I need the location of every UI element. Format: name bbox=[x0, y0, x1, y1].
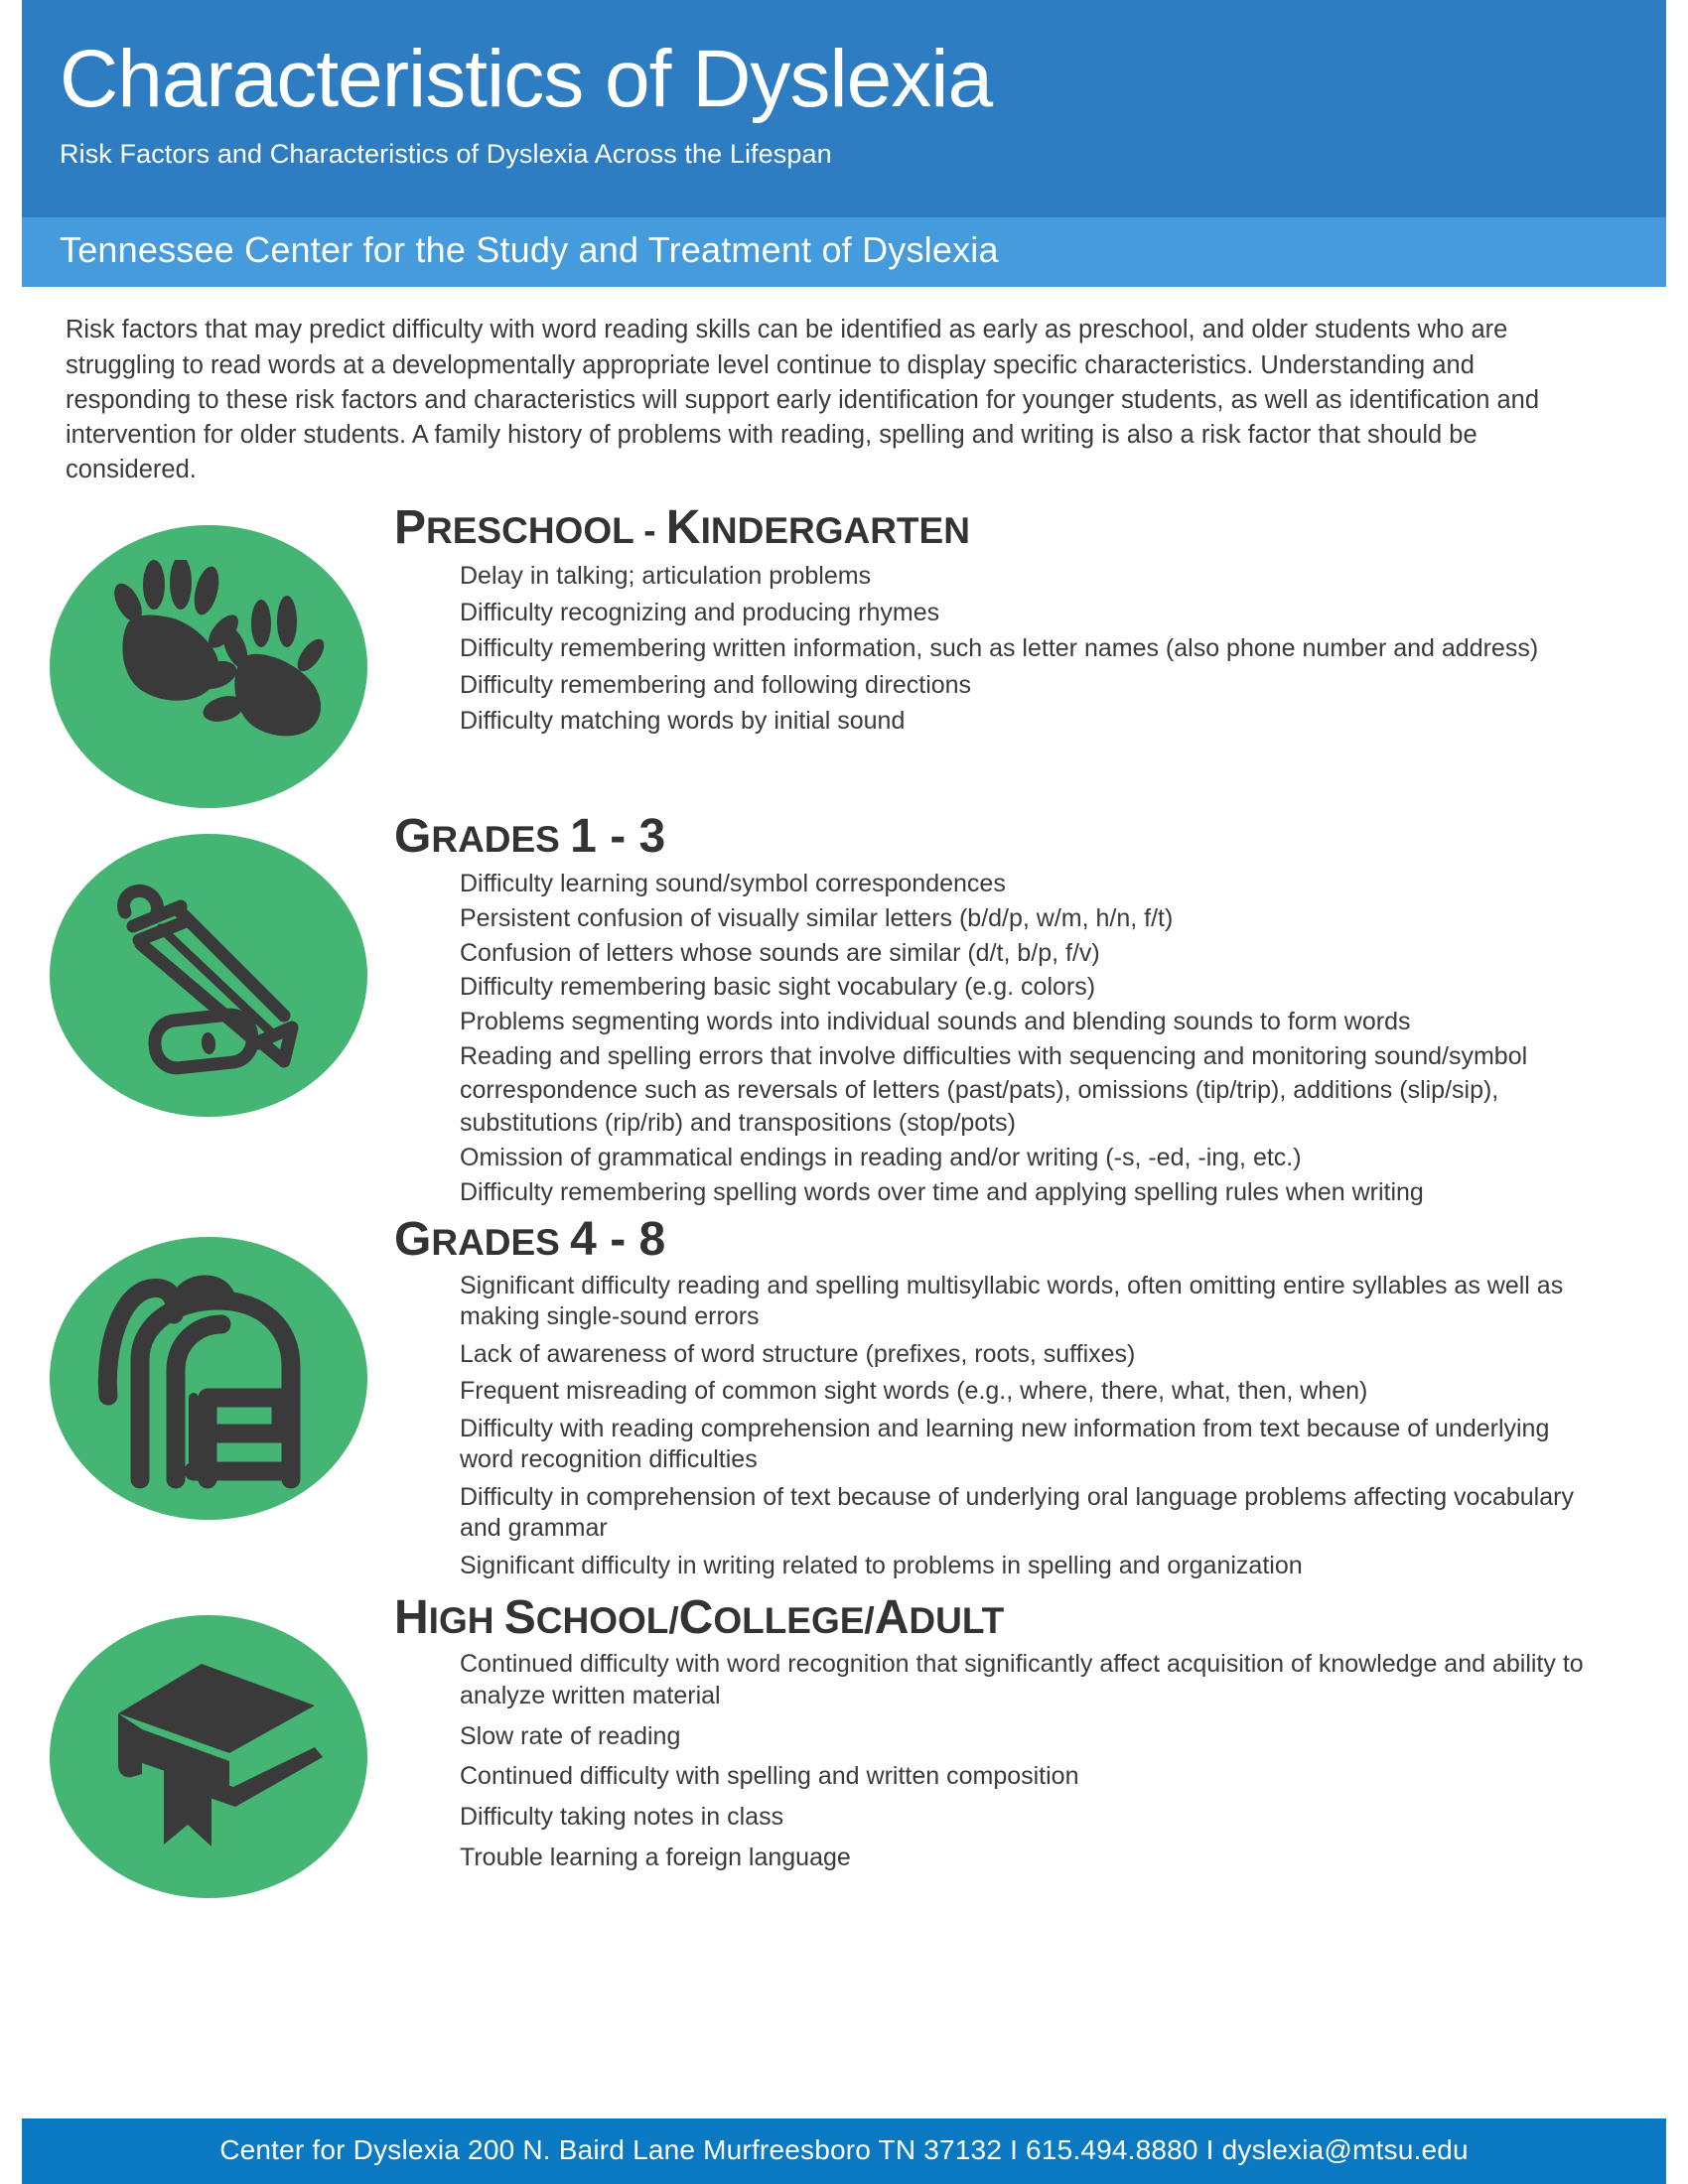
title-range: 1 - 3 bbox=[570, 810, 666, 864]
list-item: Confusion of letters whose sounds are similar (d/t, b/p, f/v) bbox=[460, 938, 1100, 967]
list-item: Difficulty remembering written information, such as letter names (also phone number and address) bbox=[460, 634, 1539, 663]
list-item: Delay in talking; articulation problems bbox=[460, 562, 872, 591]
list-item: Continued difficulty with word recognition that significantly affect acquisition of knowledge and ability to analyze written material bbox=[460, 1650, 1584, 1709]
list-item: Persistent confusion of visually similar letters (b/d/p, w/m, h/n, f/t) bbox=[460, 903, 1174, 932]
handprints-icon bbox=[50, 525, 367, 808]
list-item: Significant difficulty in writing related to problems in spelling and organization bbox=[460, 1551, 1303, 1579]
title-initial: P bbox=[394, 501, 427, 555]
section-high-school-college-adult bbox=[22, 1593, 1666, 1898]
masthead bbox=[22, 0, 1666, 217]
icon-column bbox=[22, 812, 394, 1117]
list-item: Difficulty remembering and following directions bbox=[460, 670, 972, 699]
title-initial-4: A bbox=[874, 1591, 910, 1645]
list-item: Frequent misreading of common sight words (e.g., where, there, what, then, when) bbox=[460, 1377, 1368, 1406]
sections-container bbox=[22, 495, 1666, 2118]
page-title: Characteristics of Dyslexia bbox=[60, 34, 993, 124]
title-initial: H bbox=[394, 1591, 429, 1645]
list-item: Difficulty matching words by initial sound bbox=[460, 707, 906, 736]
title-smallcaps-4: DULT bbox=[909, 1600, 1005, 1642]
book-graduation-icon bbox=[50, 1615, 367, 1898]
list-item: Difficulty remembering basic sight vocabulary (e.g. colors) bbox=[460, 973, 1096, 1002]
backpack-icon bbox=[50, 1237, 367, 1520]
section-title-grades-4-8 bbox=[394, 1212, 1597, 1266]
page-subtitle: Risk Factors and Characteristics of Dyslexia Across the Lifespan bbox=[60, 139, 832, 170]
intro-paragraph: Risk factors that may predict difficulty with word reading skills can be identified as early as preschool, and older students who are struggling to read words at a developmentally appropriate level continue to display specific characteristics. Understanding and responding to these risk factors and characteristics will support early identification for younger students, as well as identification and intervention for older students. A family history of problems with reading, spelling and writing is also a risk factor that should be considered. bbox=[66, 316, 1540, 484]
list-item: Difficulty recognizing and producing rhymes bbox=[460, 598, 940, 626]
list-item: Slow rate of reading bbox=[460, 1721, 681, 1750]
pencil-eraser-icon bbox=[50, 834, 367, 1117]
section-title-grades-1-3 bbox=[394, 812, 1597, 862]
organization-name: Tennessee Center for the Study and Treatment of Dyslexia bbox=[60, 229, 999, 271]
section-preschool-kindergarten bbox=[22, 503, 1666, 808]
title-initial: G bbox=[394, 1212, 432, 1266]
characteristics-list-high-school bbox=[394, 1649, 1597, 1874]
section-text-column bbox=[394, 503, 1666, 740]
title-initial-3: C bbox=[678, 1591, 714, 1645]
characteristics-list-preschool bbox=[394, 559, 1597, 739]
list-item: Difficulty learning sound/symbol correspondences bbox=[460, 870, 1006, 898]
section-text-column bbox=[394, 812, 1666, 1210]
title-smallcaps-2: INDERGARTEN bbox=[700, 510, 970, 552]
section-text-column bbox=[394, 1212, 1666, 1587]
characteristics-list-grades-1-3 bbox=[394, 868, 1597, 1210]
title-smallcaps: IGH bbox=[428, 1600, 504, 1642]
title-initial-2: K bbox=[665, 501, 701, 555]
list-item: Difficulty remembering spelling words over time and applying spelling rules when writing bbox=[460, 1177, 1424, 1206]
list-item: Lack of awareness of word structure (prefixes, roots, suffixes) bbox=[460, 1339, 1136, 1368]
title-smallcaps: RADES bbox=[431, 1221, 571, 1263]
title-smallcaps-2: CHOOL/ bbox=[535, 1600, 679, 1642]
section-title-preschool-kindergarten bbox=[394, 503, 1597, 553]
icon-column bbox=[22, 1215, 394, 1520]
contact-info: Center for Dyslexia 200 N. Baird Lane Murfreesboro TN 37132 I 615.494.8880 I dyslexia@mtsu.edu bbox=[219, 2134, 1469, 2165]
title-smallcaps-3: OLLEGE/ bbox=[713, 1600, 875, 1642]
list-item: Trouble learning a foreign language bbox=[460, 1843, 851, 1871]
title-range: 4 - 8 bbox=[570, 1212, 666, 1266]
organization-bar bbox=[22, 217, 1666, 287]
list-item: Difficulty with reading comprehension and learning new information from text because of underlying word recognition difficulties bbox=[460, 1414, 1550, 1474]
list-item: Omission of grammatical endings in reading and/or writing (-s, -ed, -ing, etc.) bbox=[460, 1144, 1302, 1172]
section-title-high-school-college-adult bbox=[394, 1593, 1597, 1643]
characteristics-list-grades-4-8 bbox=[394, 1271, 1597, 1582]
section-grades-1-3 bbox=[22, 812, 1666, 1210]
list-item: Problems segmenting words into individual sounds and blending sounds to form words bbox=[460, 1008, 1411, 1036]
title-initial: G bbox=[394, 810, 432, 864]
list-item: Continued difficulty with spelling and written composition bbox=[460, 1762, 1079, 1791]
list-item: Difficulty in comprehension of text because of underlying oral language problems affecting vocabulary and grammar bbox=[460, 1482, 1574, 1543]
title-initial-2: S bbox=[503, 1591, 536, 1645]
title-smallcaps: RESCHOOL - bbox=[426, 510, 666, 552]
footer-contact-bar bbox=[22, 2118, 1666, 2184]
title-smallcaps: RADES bbox=[431, 819, 571, 861]
list-item: Significant difficulty reading and spelling multisyllabic words, often omitting entire syllables as well as making single-sound errors bbox=[460, 1271, 1564, 1331]
icon-column bbox=[22, 1593, 394, 1898]
list-item: Reading and spelling errors that involve difficulties with sequencing and monitoring sound/symbol correspondence such as reversals of letters (past/pats), omissions (tip/trip), additions (slip/sip), substitutions (rip/rib) and transpositions (stop/pots) bbox=[460, 1041, 1528, 1138]
section-grades-4-8 bbox=[22, 1212, 1666, 1587]
list-item: Difficulty taking notes in class bbox=[460, 1803, 784, 1832]
section-text-column bbox=[394, 1593, 1666, 1882]
icon-column bbox=[22, 503, 394, 808]
